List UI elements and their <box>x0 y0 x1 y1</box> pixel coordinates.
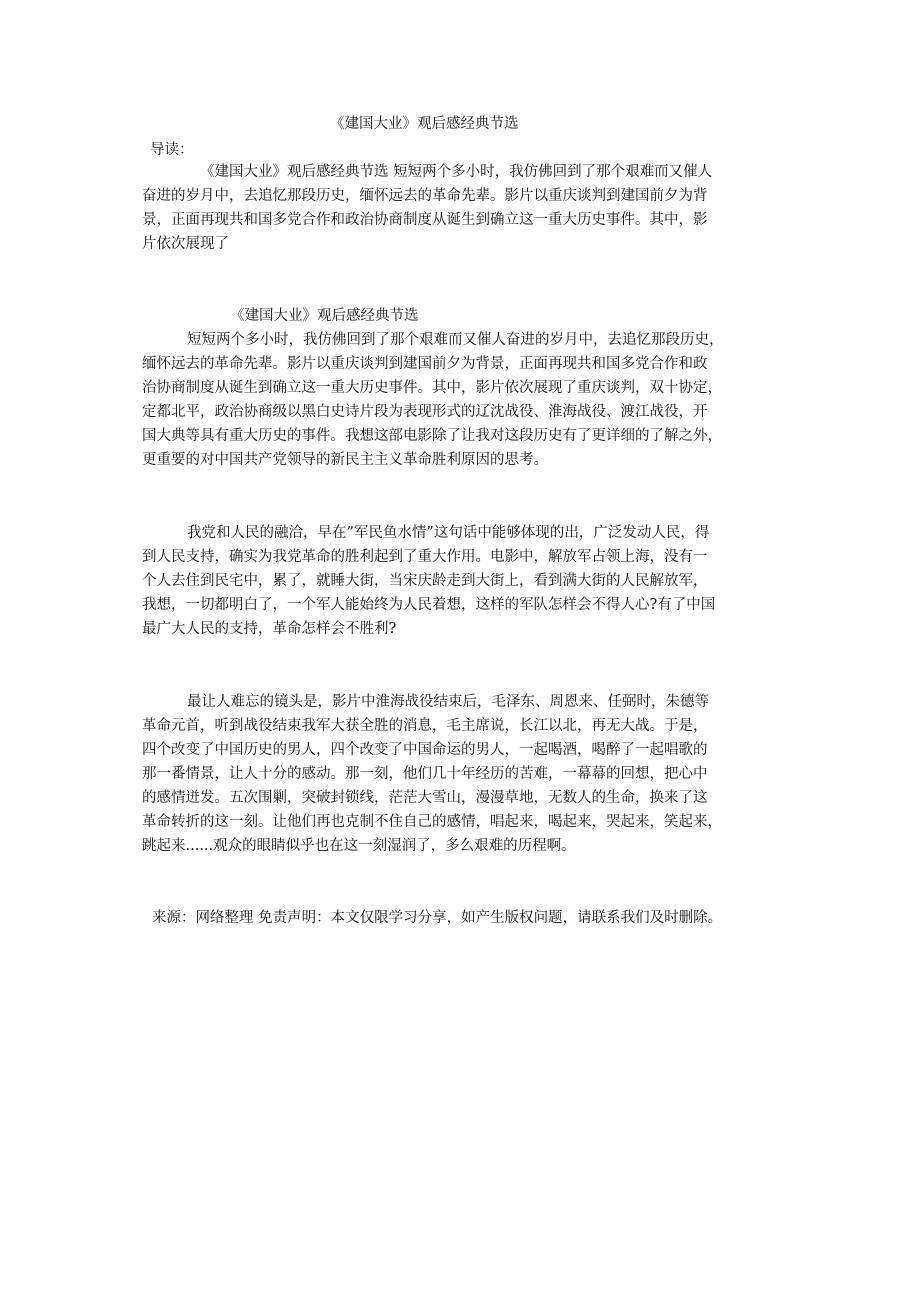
paragraph-1-line: 缅怀远去的革命先辈。影片以重庆谈判到建国前夕为背景，正面再现共和国多党合作和政 <box>142 356 708 372</box>
paragraph-2-line: 我想，一切都明白了，一个军人能始终为人民着想，这样的军队怎样会不得人心?有了中国 <box>142 597 716 613</box>
section-subtitle: 《建国大业》观后感经典节选 <box>230 308 419 324</box>
paragraph-2-line: 最广大人民的支持，革命怎样会不胜利? <box>142 621 397 637</box>
intro-label: 导读： <box>150 142 194 158</box>
intro-line: 景，正面再现共和国多党合作和政治协商制度从诞生到确立这一重大历史事件。其中，影 <box>142 212 708 228</box>
document-title: 《建国大业》观后感经典节选 <box>330 116 519 132</box>
paragraph-2-line: 个人去住到民宅中，累了，就睡大街，当宋庆龄走到大街上，看到满大街的人民解放军， <box>142 573 708 589</box>
paragraph-3-line: 四个改变了中国历史的男人，四个改变了中国命运的男人，一起喝酒，喝醉了一起唱歌的 <box>142 742 708 758</box>
paragraph-1-line: 更重要的对中国共产党领导的新民主主义革命胜利原因的思考。 <box>142 452 548 468</box>
paragraph-2-line: 我党和人民的融洽，早在”军民鱼水情”这句话中能够体现的出，广泛发动人民，得 <box>187 525 710 541</box>
intro-line: 奋进的岁月中，去追忆那段历史，缅怀远去的革命先辈。影片以重庆谈判到建国前夕为背 <box>142 188 708 204</box>
paragraph-1-line: 国大典等具有重大历史的事件。我想这部电影除了让我对这段历史有了更详细的了解之外， <box>142 428 722 444</box>
paragraph-3-line: 革命转折的这一刻。让他们再也克制不住自己的感情，唱起来，喝起来，哭起来，笑起来， <box>142 814 722 830</box>
intro-line: 片依次展现了 <box>142 236 229 252</box>
paragraph-3-line: 最让人难忘的镜头是，影片中淮海战役结束后，毛泽东、周恩来、任弼时，朱德等 <box>187 694 709 710</box>
paragraph-1-line: 治协商制度从诞生到确立这一重大历史事件。其中，影片依次展现了重庆谈判，双十协定， <box>142 380 722 396</box>
paragraph-3-line: 革命元首，听到战役结束我军大获全胜的消息，毛主席说，长江以北，再无大战。于是， <box>142 718 708 734</box>
paragraph-3-line: 跳起来......观众的眼睛似乎也在这一刻湿润了，多么艰难的历程啊。 <box>142 838 576 854</box>
paragraph-1-line: 短短两个多小时，我仿佛回到了那个艰难而又催人奋进的岁月中，去追忆那段历史， <box>187 332 724 348</box>
footer-disclaimer: 来源：网络整理 免责声明：本文仅限学习分享，如产生版权问题，请联系我们及时删除。 <box>152 910 723 926</box>
paragraph-1-line: 定都北平，政治协商级以黑白史诗片段为表现形式的辽沈战役、淮海战役、渡江战役，开 <box>142 404 708 420</box>
paragraph-3-line: 的感情迸发。五次围剿，突破封锁线，茫茫大雪山，漫漫草地，无数人的生命，换来了这 <box>142 790 708 806</box>
intro-line: 《建国大业》观后感经典节选 短短两个多小时，我仿佛回到了那个艰难而又催人 <box>200 164 713 180</box>
paragraph-2-line: 到人民支持，确实为我党革命的胜利起到了重大作用。电影中，解放军占领上海，没有一 <box>142 549 708 565</box>
paragraph-3-line: 那一番情景，让人十分的感动。那一刻，他们几十年经历的苦难，一幕幕的回想，把心中 <box>142 766 708 782</box>
